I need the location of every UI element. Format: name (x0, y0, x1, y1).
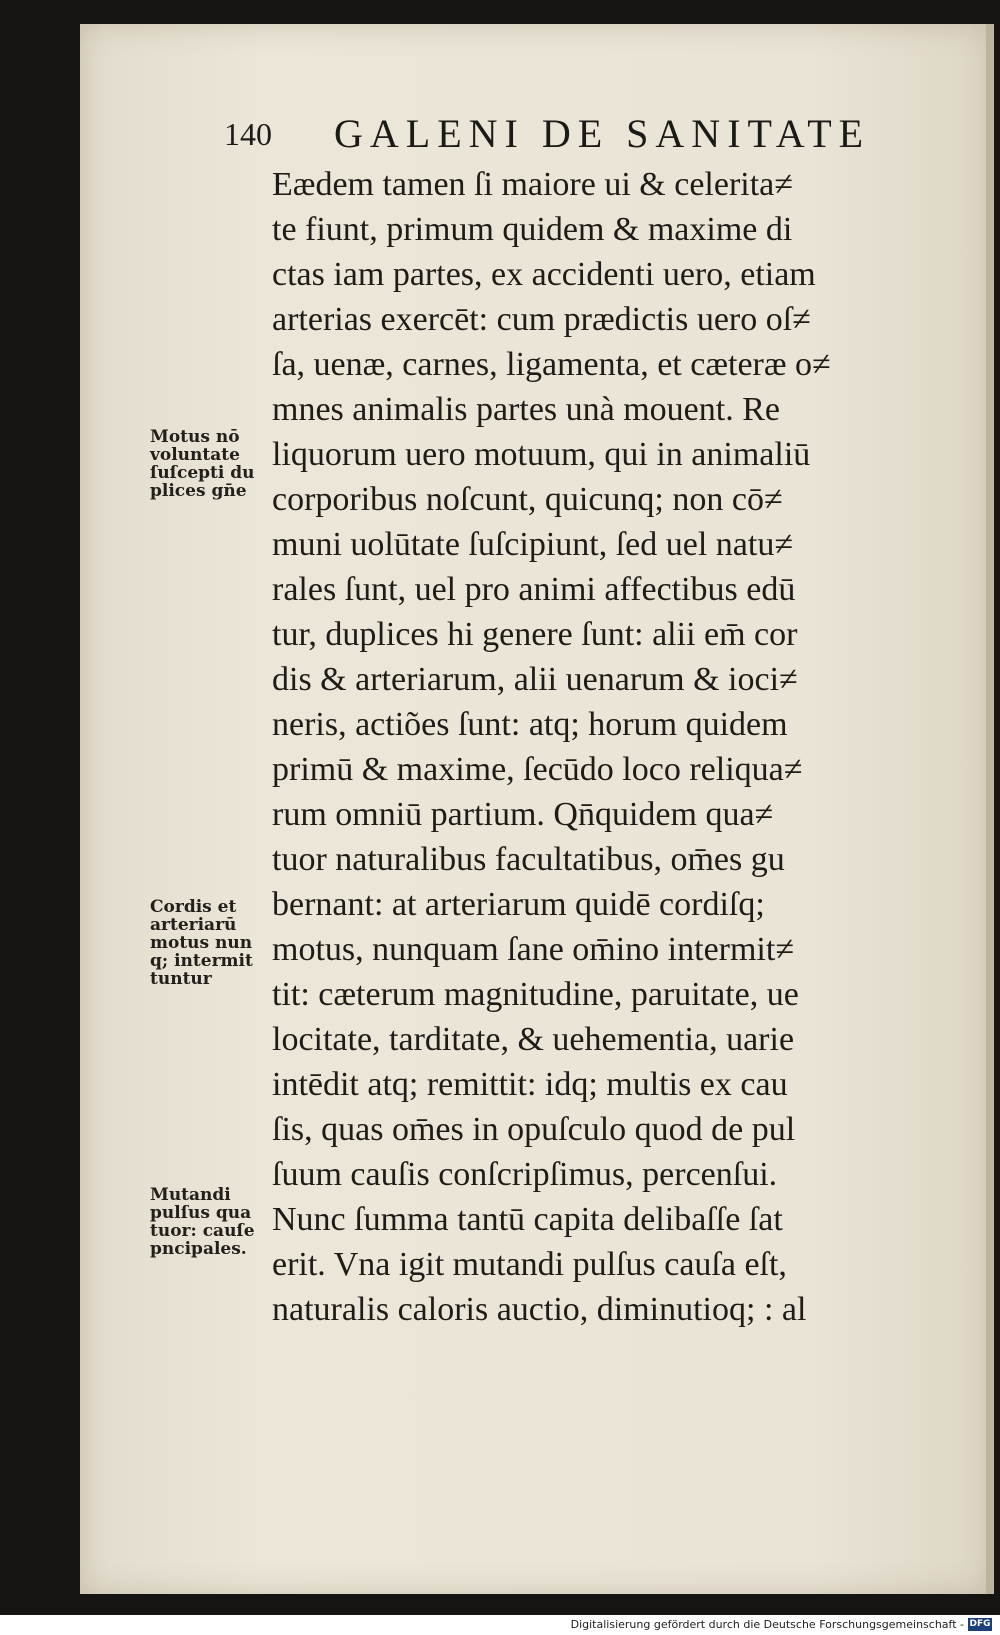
page-number: 140 (224, 116, 272, 152)
text-line: te fiunt, primum quidem & maxime di (272, 211, 793, 248)
main-text-block (272, 162, 932, 1332)
dfg-logo-icon: DFG (969, 1619, 991, 1629)
text-line: Eædem tamen ſi maiore ui & celerita≠ (272, 166, 793, 203)
text-line: motus, nunquam ſane om̄ino intermit≠ (272, 931, 794, 968)
marginal-note (150, 1186, 275, 1258)
text-line: dis & arteriarum, alii uenarum & ioci≠ (272, 661, 798, 698)
text-line: intēdit atq; remittit: idq; multis ex cau (272, 1066, 788, 1103)
text-line: tur, duplices hi genere ſunt: alii em̄ cor (272, 616, 798, 653)
marginal-note-line: pulſus qua (150, 1203, 252, 1223)
marginal-note (150, 428, 275, 500)
text-line: liquorum uero motuum, qui in animaliū (272, 436, 811, 473)
funding-credit: Digitalisierung gefördert durch die Deutsche Forschungsgemeinschaft - (570, 1618, 964, 1631)
marginal-note-line: motus nun (150, 933, 253, 953)
marginal-note-line: arteriarū (150, 915, 237, 935)
text-line: primū & maxime, ſecūdo loco reliqua≠ (272, 751, 803, 788)
text-line: neris, actiões ſunt: atq; horum quidem (272, 706, 788, 743)
text-line: corporibus noſcunt, quicunq; non cō≠ (272, 481, 783, 518)
page-edge (986, 24, 994, 1594)
text-line: Nunc ſumma tantū capita delibaſſe ſat (272, 1201, 783, 1238)
text-line: arterias exercēt: cum prædictis uero oſ≠ (272, 301, 811, 338)
text-line: ſa, uenæ, carnes, ligamenta, et cæteræ o≠ (272, 346, 831, 383)
text-line: ſuum cauſis conſcripſimus, percenſui. (272, 1156, 778, 1193)
text-line: ſis, quas om̄es in opuſculo quod de pul (272, 1111, 796, 1148)
marginal-note-line: q; intermit (150, 951, 253, 971)
marginal-note-line: tuntur (150, 969, 212, 989)
text-line: tuor naturalibus facultatibus, om̄es gu (272, 841, 785, 878)
page-header (224, 110, 914, 162)
digitization-footer (0, 1615, 1000, 1635)
marginal-note-line: Mutandi (150, 1185, 231, 1205)
marginal-note-line: tuor: cauſe (150, 1221, 255, 1241)
text-line: naturalis caloris auctio, diminutioq; : al (272, 1291, 807, 1328)
text-line: locitate, tarditate, & uehementia, uarie (272, 1021, 795, 1058)
text-line: tit: cæterum magnitudine, paruitate, ue (272, 976, 799, 1013)
text-line: mnes animalis partes unà mouent. Re (272, 391, 780, 428)
marginal-note-line: voluntate (150, 445, 240, 465)
marginal-note-line: Cordis et (150, 897, 237, 917)
marginal-note-line: Motus nō (150, 427, 240, 447)
text-line: erit. Vna igit mutandi pulſus cauſa eſt, (272, 1246, 787, 1283)
marginal-note-line: plices gn̄e (150, 481, 247, 501)
marginal-note (150, 898, 275, 988)
marginal-note-line: ſuſcepti du (150, 463, 255, 483)
text-line: rum omniū partium. Qn̄quidem qua≠ (272, 796, 774, 833)
text-line: rales ſunt, uel pro animi affectibus edū (272, 571, 796, 608)
text-line: bernant: at arteriarum quidē cordiſq; (272, 886, 765, 923)
running-title: GALENI DE SANITATE (334, 111, 871, 156)
text-line: ctas iam partes, ex accidenti uero, etiam (272, 256, 816, 293)
marginal-note-line: pncipales. (150, 1239, 247, 1259)
text-line: muni uolūtate ſuſcipiunt, ſed uel natu≠ (272, 526, 794, 563)
